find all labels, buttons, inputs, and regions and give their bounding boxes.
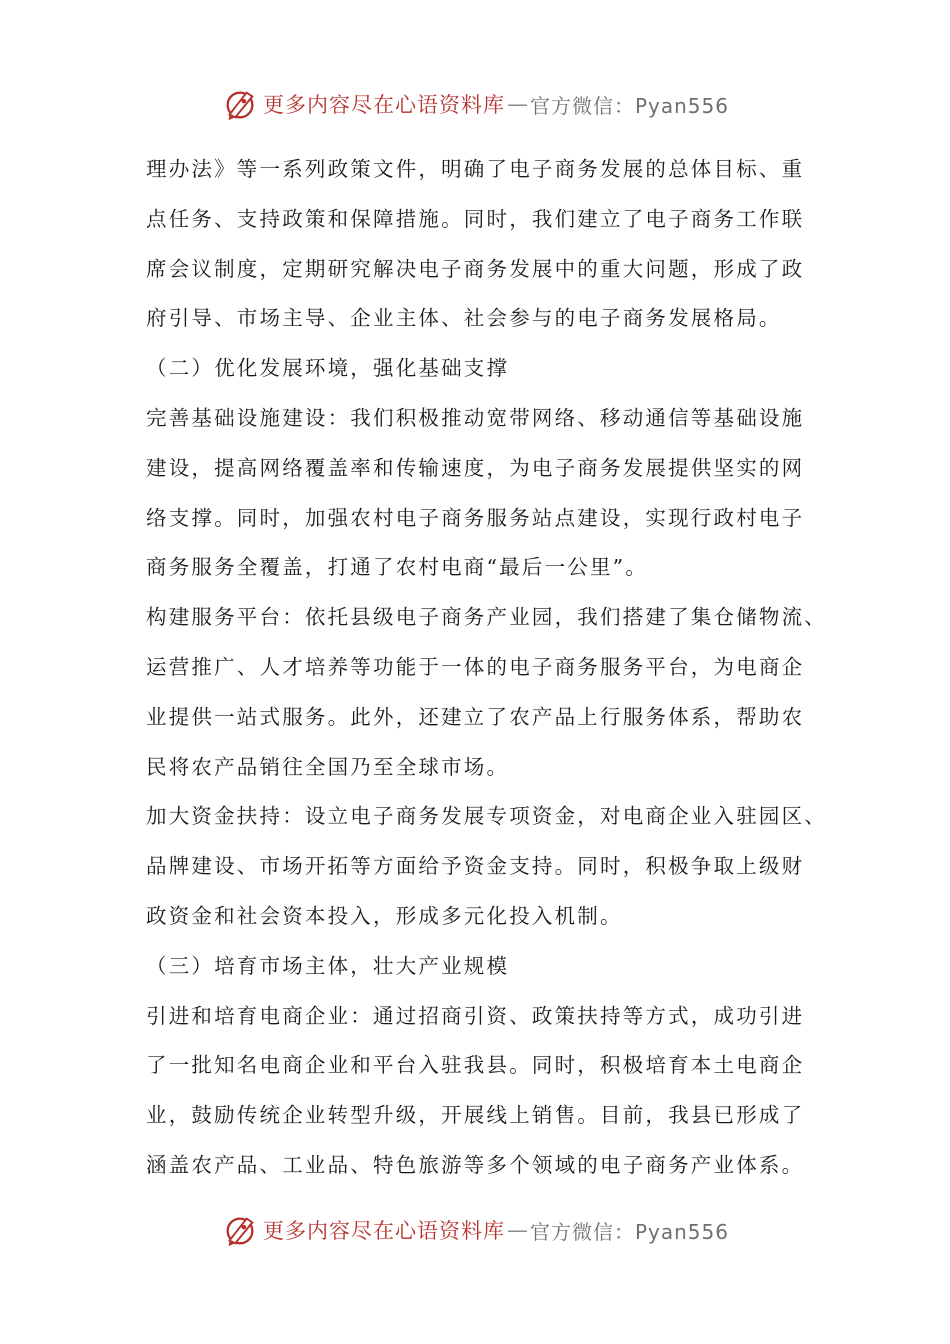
body-line: 引进和培育电商企业：通过招商引资、政策扶持等方式，成功引进 — [146, 1003, 805, 1028]
body-line: 席会议制度，定期研究解决电子商务发展中的重大问题，形成了政 — [146, 256, 805, 281]
footer-watermark — [0, 1208, 950, 1252]
pen-nib-logo-icon — [221, 1211, 259, 1249]
body-line: 业，鼓励传统企业转型升级，开展线上销售。目前，我县已形成了 — [146, 1103, 805, 1128]
document-body — [146, 145, 826, 1191]
body-line: 理办法》等一系列政策文件，明确了电子商务发展的总体目标、重 — [146, 157, 805, 181]
body-line: 民将农产品销往全国乃至全球市场。 — [146, 754, 510, 779]
header-separator: — — [506, 92, 528, 116]
body-line: 品牌建设、市场开拓等方面给予资金支持。同时，积极争取上级财 — [146, 854, 805, 879]
pen-nib-logo-icon — [221, 85, 259, 123]
body-line: 运营推广、人才培养等功能于一体的电子商务服务平台，为电商企 — [146, 654, 805, 679]
body-line: 点任务、支持政策和保障措施。同时，我们建立了电子商务工作联 — [146, 206, 805, 231]
body-line: 络支撑。同时，加强农村电子商务服务站点建设，实现行政村电子 — [146, 505, 805, 530]
body-line: 建设，提高网络覆盖率和传输速度，为电子商务发展提供坚实的网 — [146, 455, 805, 480]
section-heading: （三）培育市场主体，壮大产业规模 — [146, 953, 510, 978]
body-line: 了一批知名电商企业和平台入驻我县。同时，积极培育本土电商企 — [146, 1053, 805, 1078]
footer-brand-text: 更多内容尽在心语资料库 — [262, 1219, 505, 1243]
body-line: 商务服务全覆盖，打通了农村电商“最后一公里”。 — [146, 555, 649, 580]
body-line: 府引导、市场主导、企业主体、社会参与的电子商务发展格局。 — [146, 306, 782, 331]
body-line: 涵盖农产品、工业品、特色旅游等多个领域的电子商务产业体系。 — [146, 1152, 805, 1177]
header-wechat-text: 官方微信：Pyan556 — [529, 93, 729, 118]
body-line: 构建服务平台：依托县级电子商务产业园，我们搭建了集仓储物流、 — [146, 605, 827, 630]
body-line: 业提供一站式服务。此外，还建立了农产品上行服务体系，帮助农 — [146, 704, 805, 729]
header-brand-text: 更多内容尽在心语资料库 — [262, 93, 505, 117]
footer-wechat-text: 官方微信：Pyan556 — [529, 1219, 729, 1244]
footer-separator: — — [506, 1218, 528, 1242]
section-heading: （二）优化发展环境，强化基础支撑 — [146, 356, 510, 381]
body-line: 加大资金扶持：设立电子商务发展专项资金，对电商企业入驻园区、 — [146, 804, 827, 829]
body-line: 完善基础设施建设：我们积极推动宽带网络、移动通信等基础设施 — [146, 405, 805, 430]
header-watermark — [0, 82, 950, 126]
body-line: 政资金和社会资本投入，形成多元化投入机制。 — [146, 903, 623, 928]
